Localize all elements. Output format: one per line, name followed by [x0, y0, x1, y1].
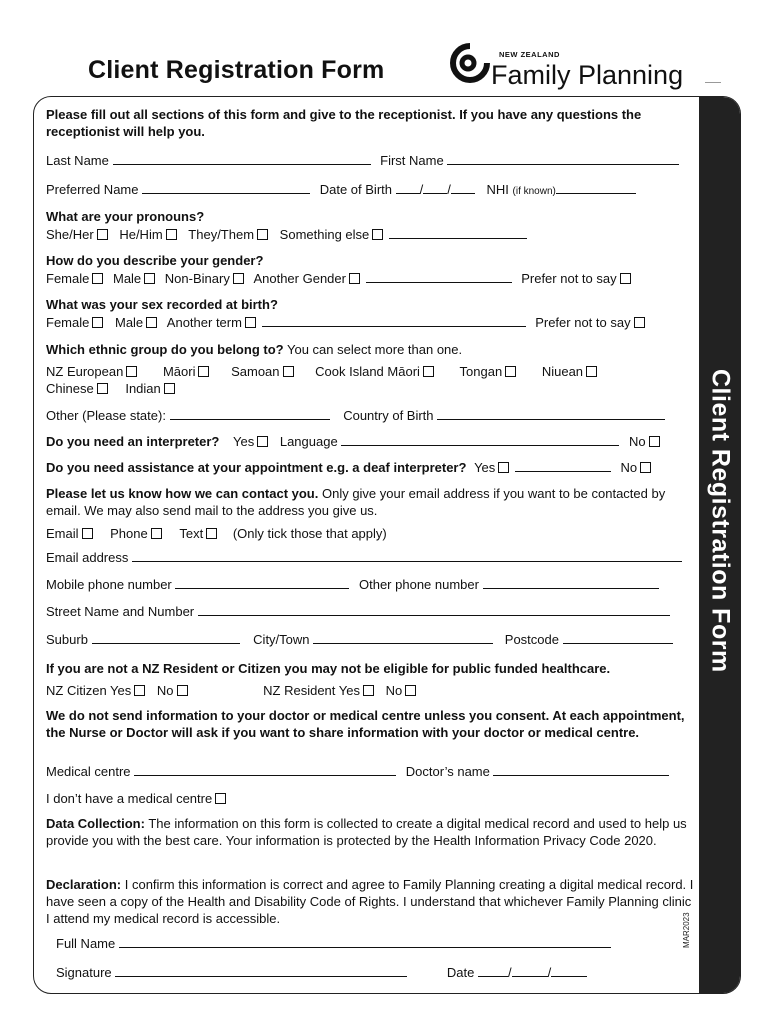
nhi-field[interactable]	[556, 181, 636, 194]
contact-phone-checkbox[interactable]	[151, 528, 162, 539]
gender-female-label: Female	[46, 271, 90, 286]
other-phone-field[interactable]	[483, 576, 659, 589]
ethnic-cook-island-label: Cook Island Māori	[315, 364, 420, 379]
sex-female-label: Female	[46, 315, 90, 330]
ethnic-chinese-label: Chinese	[46, 381, 94, 396]
ethnic-chinese-checkbox[interactable]	[97, 383, 108, 394]
no-medical-centre-label: I don’t have a medical centre	[46, 791, 213, 806]
no-medical-centre-checkbox[interactable]	[215, 793, 226, 804]
signature-field[interactable]	[115, 964, 407, 977]
data-collection-label: Data Collection:	[46, 816, 145, 831]
date-year-field[interactable]	[551, 964, 587, 977]
email-label: Email address	[46, 550, 129, 565]
pronoun-she-checkbox[interactable]	[97, 229, 108, 240]
sex-another-checkbox[interactable]	[245, 317, 256, 328]
sex-female-checkbox[interactable]	[92, 317, 103, 328]
declaration-text: I confirm this information is correct and agree to Family Planning creating a digital medical record. I have seen a copy of the Health and Disability Code of Rights. I understand that whichever Family Planning clinic I attend my medical record is accessible.	[46, 877, 694, 926]
email-row	[46, 549, 682, 566]
assistance-yes-checkbox[interactable]	[498, 462, 509, 473]
contact-phone-label: Phone	[110, 526, 148, 541]
assistance-field[interactable]	[515, 459, 611, 472]
country-of-birth-field[interactable]	[437, 407, 665, 420]
dob-year-field[interactable]	[451, 181, 475, 194]
gender-female-checkbox[interactable]	[92, 273, 103, 284]
pronoun-other-field[interactable]	[389, 226, 527, 239]
ethnic-other-row	[46, 407, 665, 424]
ethnic-samoan-checkbox[interactable]	[283, 366, 294, 377]
first-name-label: First Name	[380, 153, 444, 168]
sex-male-label: Male	[114, 315, 144, 330]
sex-male-checkbox[interactable]	[146, 317, 157, 328]
interpreter-yes-checkbox[interactable]	[257, 436, 268, 447]
sex-prefer-not-label: Prefer not to say	[535, 315, 631, 330]
country-of-birth-label: Country of Birth	[343, 408, 434, 423]
medical-centre-row	[46, 763, 669, 780]
postcode-field[interactable]	[563, 631, 673, 644]
pronoun-they-checkbox[interactable]	[257, 229, 268, 240]
contact-text: Only give your email address if you want to be contacted by email. We may also send mail to the address you give us.	[46, 486, 666, 518]
ethnic-maori-checkbox[interactable]	[198, 366, 209, 377]
language-label: Language	[279, 434, 338, 449]
street-label: Street Name and Number	[46, 604, 195, 619]
doctors-name-label: Doctor’s name	[405, 764, 490, 779]
contact-text-checkbox[interactable]	[206, 528, 217, 539]
gender-options	[46, 270, 633, 287]
ethnic-nz-european-label: NZ European	[46, 364, 124, 379]
medical-centre-label: Medical centre	[46, 764, 131, 779]
first-name-field[interactable]	[447, 152, 679, 165]
dob-month-field[interactable]	[423, 181, 447, 194]
declaration-paragraph	[46, 876, 698, 927]
sex-question: What was your sex recorded at birth?	[46, 297, 278, 312]
contact-options	[46, 525, 387, 542]
signature-row: Signature Date / /	[56, 964, 587, 981]
residency-heading: If you are not a NZ Resident or Citizen you may not be eligible for public funded healthcare.	[46, 661, 611, 676]
preferred-name-label: Preferred Name	[46, 182, 139, 197]
preferred-row: Preferred Name Date of Birth / / NHI (if known)	[46, 181, 636, 200]
signature-label: Signature	[56, 965, 112, 980]
ethnic-question-row	[46, 341, 462, 358]
resident-no-checkbox[interactable]	[405, 685, 416, 696]
contact-heading: Please let us know how we can contact you.	[46, 486, 319, 501]
pronouns-options	[46, 226, 527, 243]
gender-another-checkbox[interactable]	[349, 273, 360, 284]
ethnic-samoan-label: Samoan	[231, 364, 280, 379]
ethnic-indian-label: Indian	[125, 381, 161, 396]
form-code: MAR2023	[682, 912, 691, 948]
header-divider	[705, 82, 721, 83]
gender-another-field[interactable]	[366, 270, 512, 283]
date-day-field[interactable]	[478, 964, 508, 977]
gender-male-label: Male	[112, 271, 142, 286]
gender-another-label: Another Gender	[253, 271, 346, 286]
sex-another-label: Another term	[166, 315, 242, 330]
street-row	[46, 603, 670, 620]
sex-options	[46, 314, 647, 331]
interpreter-no-label: No	[628, 434, 646, 449]
pronoun-other-checkbox[interactable]	[372, 229, 383, 240]
preferred-name-field[interactable]	[142, 181, 310, 194]
ethnic-other-field[interactable]	[170, 407, 330, 420]
medical-centre-field[interactable]	[134, 763, 396, 776]
resident-yes-checkbox[interactable]	[363, 685, 374, 696]
logo-name: Family Planning	[491, 60, 684, 90]
sex-another-field[interactable]	[262, 314, 526, 327]
page-header	[0, 0, 770, 100]
ethnic-tongan-label: Tongan	[459, 364, 503, 379]
gender-prefer-not-checkbox[interactable]	[620, 273, 631, 284]
gender-question: How do you describe your gender?	[46, 253, 264, 268]
contact-text-label: Text	[179, 526, 204, 541]
declaration-label: Declaration:	[46, 877, 122, 892]
assistance-no-label: No	[620, 460, 638, 475]
dob-day-field[interactable]	[396, 181, 420, 194]
pronoun-other-label: Something else	[279, 227, 370, 242]
citizen-no-label: No	[156, 683, 174, 698]
contact-paragraph	[46, 485, 698, 519]
ethnic-niuean-label: Niuean	[541, 364, 584, 379]
full-name-row	[56, 935, 611, 952]
citizen-yes-label: NZ Citizen Yes	[46, 683, 132, 698]
gender-prefer-not-label: Prefer not to say	[521, 271, 617, 286]
pronoun-they-label: They/Them	[188, 227, 255, 242]
resident-no-label: No	[385, 683, 403, 698]
sidebar	[699, 97, 740, 993]
contact-email-checkbox[interactable]	[82, 528, 93, 539]
ethnic-cook-island-checkbox[interactable]	[423, 366, 434, 377]
no-medical-centre-row	[46, 790, 228, 807]
address-row	[46, 631, 673, 648]
suburb-label: Suburb	[46, 632, 88, 647]
last-name-label: Last Name	[46, 153, 109, 168]
contact-note: (Only tick those that apply)	[232, 526, 387, 541]
sex-prefer-not-checkbox[interactable]	[634, 317, 645, 328]
mobile-field[interactable]	[175, 576, 349, 589]
ethnic-nz-european-checkbox[interactable]	[126, 366, 137, 377]
date-label: Date	[446, 965, 475, 980]
other-phone-label: Other phone number	[359, 577, 479, 592]
city-field[interactable]	[313, 631, 493, 644]
intro-text: Please fill out all sections of this form and give to the receptionist. If you have any questions the receptionist will help you.	[46, 107, 642, 139]
data-collection-paragraph	[46, 815, 698, 849]
interpreter-no-checkbox[interactable]	[649, 436, 660, 447]
assistance-yes-label: Yes	[474, 460, 496, 475]
ethnic-indian-checkbox[interactable]	[164, 383, 175, 394]
ethnic-note: You can select more than one.	[286, 342, 463, 357]
ethnic-other-label: Other (Please state):	[46, 408, 166, 423]
ethnic-question: Which ethnic group do you belong to?	[46, 342, 284, 357]
postcode-label: Postcode	[504, 632, 559, 647]
last-name-field[interactable]	[113, 152, 371, 165]
date-month-field[interactable]	[512, 964, 548, 977]
pronoun-he-label: He/Him	[119, 227, 163, 242]
street-field[interactable]	[198, 603, 670, 616]
ethnic-maori-label: Māori	[162, 364, 196, 379]
logo-mark-icon	[449, 42, 491, 84]
full-name-label: Full Name	[56, 936, 116, 951]
name-row	[46, 152, 679, 169]
interpreter-question: Do you need an interpreter?	[46, 434, 220, 449]
assistance-question: Do you need assistance at your appointment e.g. a deaf interpreter?	[46, 460, 467, 475]
assistance-no-checkbox[interactable]	[640, 462, 651, 473]
nhi-label: NHI	[486, 182, 509, 197]
page-title: Client Registration Form	[88, 56, 385, 84]
assistance-row	[46, 459, 653, 476]
full-name-field[interactable]	[119, 935, 611, 948]
gender-nonbinary-checkbox[interactable]	[233, 273, 244, 284]
interpreter-row	[46, 433, 662, 450]
citizen-yes-checkbox[interactable]	[134, 685, 145, 696]
gender-male-checkbox[interactable]	[144, 273, 155, 284]
suburb-field[interactable]	[92, 631, 240, 644]
interpreter-yes-label: Yes	[233, 434, 255, 449]
gender-nonbinary-label: Non-Binary	[164, 271, 230, 286]
ethnic-tongan-checkbox[interactable]	[505, 366, 516, 377]
nhi-note: (if known)	[512, 186, 556, 197]
ethnic-options-row1	[46, 363, 599, 380]
ethnic-niuean-checkbox[interactable]	[586, 366, 597, 377]
pronouns-question: What are your pronouns?	[46, 209, 205, 224]
pronoun-she-label: She/Her	[46, 227, 94, 242]
resident-yes-label: NZ Resident Yes	[263, 683, 360, 698]
language-field[interactable]	[341, 433, 619, 446]
email-field[interactable]	[132, 549, 682, 562]
city-label: City/Town	[253, 632, 310, 647]
family-planning-logo	[449, 40, 699, 96]
ethnic-options-row2	[46, 380, 177, 397]
logo-country: NEW ZEALAND	[499, 50, 560, 59]
doctors-name-field[interactable]	[493, 763, 669, 776]
residency-options	[46, 682, 418, 699]
phone-row	[46, 576, 659, 593]
citizen-no-checkbox[interactable]	[177, 685, 188, 696]
doctor-heading: We do not send information to your doctor or medical centre unless you consent. At each appointment, the Nurse or Doctor will ask if you want to share information with your doctor or medical centre.	[46, 708, 685, 740]
sidebar-title: Client Registration Form	[706, 369, 734, 673]
data-collection-text: The information on this form is collected to create a digital medical record and used to help us provide you with the best care. Your information is protected by the Health Information Privacy Code 2020.	[46, 816, 687, 848]
dob-label: Date of Birth	[319, 182, 392, 197]
contact-email-label: Email	[46, 526, 79, 541]
mobile-label: Mobile phone number	[46, 577, 172, 592]
pronoun-he-checkbox[interactable]	[166, 229, 177, 240]
